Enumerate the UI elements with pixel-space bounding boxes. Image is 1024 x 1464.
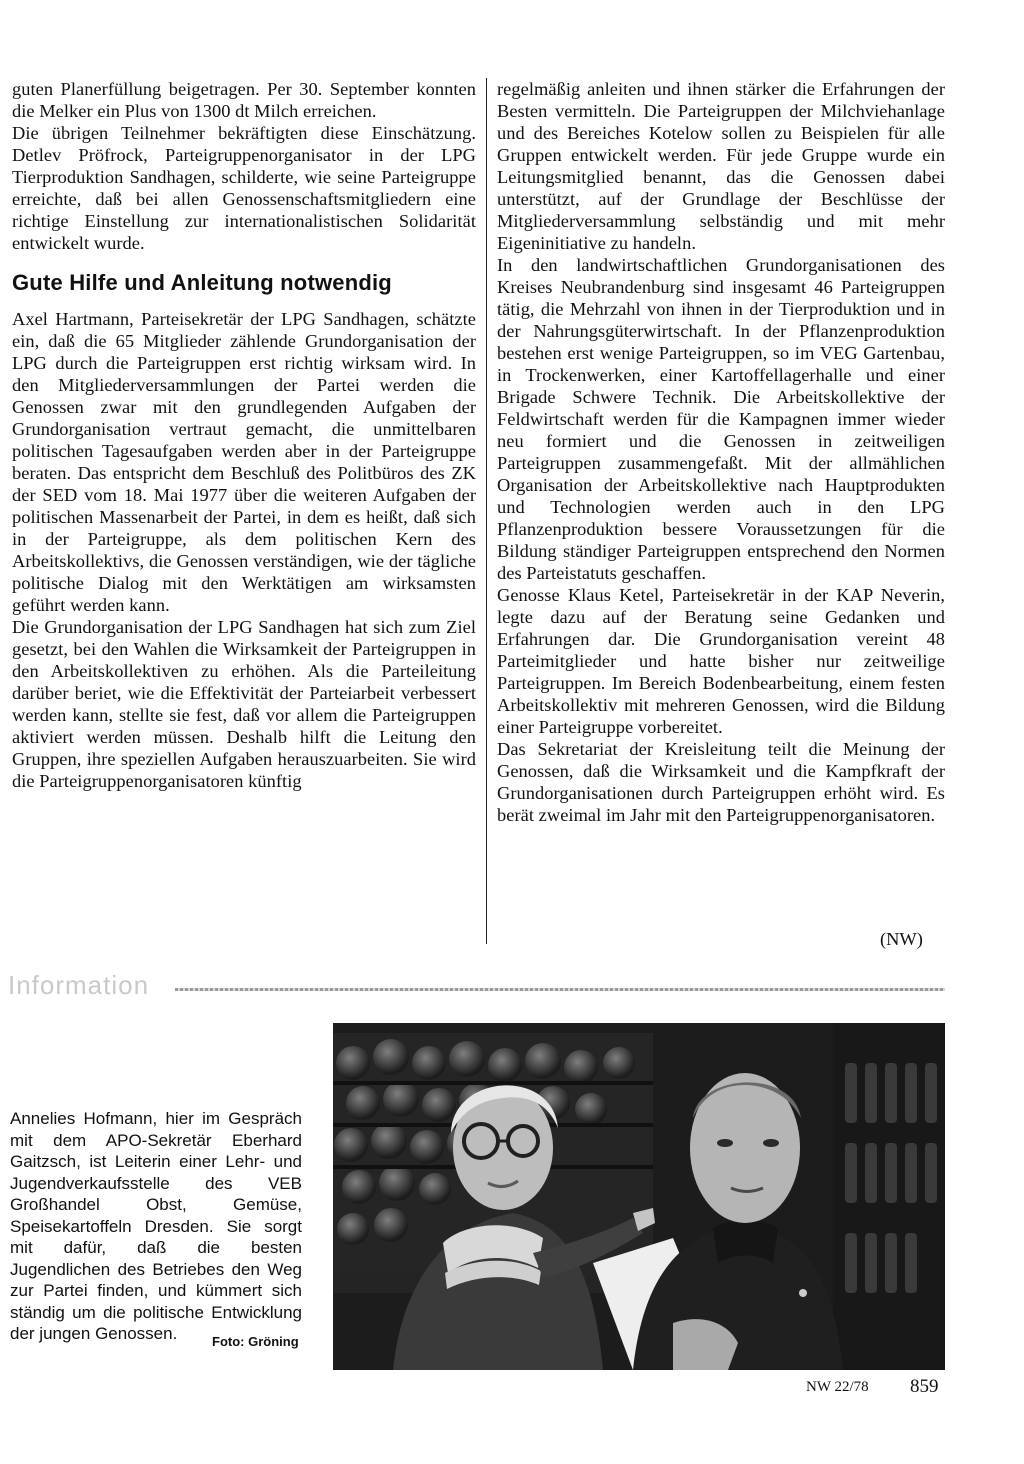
paragraph: guten Planerfüllung beigetragen. Per 30. September konnten die Melker ein Plus von 1300 dt Milch erreichen. xyxy=(12,79,476,121)
section-rule xyxy=(175,988,945,991)
paragraph: Genosse Klaus Ketel, Parteisekretär in der KAP Neverin, legte dazu auf der Beratung seine Gedanken und Erfahrungen dar. Die Grundorganisation vereint 48 Parteimitglieder und hatte bisher nur zeitweilige Parteigruppen. Im Bereich Bodenbearbeitung, einem festen Arbeitskollektiv mit mehreren Genossen, wird die Bildung einer Parteigruppe vorbereitet. xyxy=(497,585,945,737)
paragraph: regelmäßig anleiten und ihnen stärker die Erfahrungen der Besten vermitteln. Die Parteigruppen der Milchviehanlage und des Bereiches Kotelow sollen zu Beispielen für alle Gruppen entwickelt werden. Für jede Gruppe wurde ein Leitungsmitglied benannt, das die Genossen dabei unterstützt, auf der Grundlage der Beschlüsse der Mitgliederversammlung selbständig und mit mehr Eigeninitiative zu handeln. xyxy=(497,79,945,253)
photo-caption: Annelies Hofmann, hier im Gespräch mit dem APO-Sekretär Eberhard Gaitzsch, ist Leiterin einer Lehr- und Jugendverkaufsstelle des VEB Großhandel Obst, Gemüse, Speisekartoffeln Dresden. Sie sorgt mit dafür, daß die besten Jugendlichen des Betriebes den Weg zur Partei finden, und kümmert sich ständig um die politische Entwicklung der jungen Genossen. xyxy=(10,1109,302,1343)
paragraph: In den landwirtschaftlichen Grundorganisationen des Kreises Neubrandenburg sind insgesamt 46 Parteigruppen tätig, die Mehrzahl von ihnen in der Tierproduktion und in der Nahrungsgüterwirtschaft. In der Pflanzenproduktion bestehen erst wenige Parteigruppen, so im VEG Gartenbau, in Trockenwerken, einer Kartoffellagerhalle und einer Brigade Schwere Technik. Die Arbeitskollektive der Feldwirtschaft werden für die Kampagnen immer wieder neu formiert und die Genossen in zeitweiligen Parteigruppen zusammengefaßt. Mit der allmählichen Organisation der Arbeitskollektive nach Hauptprodukten und Technologien werden auch in den LPG Pflanzenproduktion bessere Voraussetzungen für die Bildung ständiger Parteigruppen entsprechend den Normen des Parteistatuts geschaffen. xyxy=(497,255,945,583)
issue-reference: NW 22/78 xyxy=(806,1379,869,1395)
paragraph: Das Sekretariat der Kreisleitung teilt die Meinung der Genossen, daß die Wirksamkeit und die Kampfkraft der Grundorganisationen durch Parteigruppen erhöht wird. Es berät zweimal im Jahr mit den Parteigruppenorganisatoren. xyxy=(497,739,945,825)
paragraph: Die Grundorganisation der LPG Sandhagen hat sich zum Ziel gesetzt, bei den Wahlen die Wirksamkeit der Parteigruppen in den Arbeitskollektiven zu erhöhen. Als die Parteileitung darüber beriet, wie die Effektivität der Parteiarbeit verbessert werden kann, stellte sie fest, daß vor allem die Parteigruppen aktiviert werden müssen. Deshalb hilft die Leitung den Gruppen, ihre speziellen Aufgaben herauszuarbeiten. Sie wird die Parteigruppenorganisatoren künftig xyxy=(12,617,476,791)
photo-illustration xyxy=(333,1023,945,1370)
right-column xyxy=(497,78,945,826)
news-photo xyxy=(333,1023,945,1370)
section-heading: Gute Hilfe und Anleitung notwendig xyxy=(12,270,392,295)
section-label: Information xyxy=(8,970,150,1000)
left-column xyxy=(12,78,476,792)
photo-credit: Foto: Gröning xyxy=(212,1334,299,1349)
paragraph: Die übrigen Teilnehmer bekräftigten diese Einschätzung. Detlev Pröfrock, Parteigruppenorganisator in der LPG Tierproduktion Sandhagen, schilderte, wie seine Parteigruppe erreichte, daß bei allen Genossenschaftsmitgliedern eine richtige Einstellung zur internationalistischen Solidarität entwickelt wurde. xyxy=(12,123,476,253)
paragraph: Axel Hartmann, Parteisekretär der LPG Sandhagen, schätzte ein, daß die 65 Mitglieder zählende Grundorganisation der LPG durch die Parteigruppen erst richtig wirksam wird. In den Mitgliederversammlungen der Partei werden die Genossen zwar mit den grundlegenden Aufgaben der Grundorganisation vertraut gemacht, die unmittelbaren politischen Tagesaufgaben werden aber in der Parteigruppe beraten. Das entspricht dem Beschluß des Politbüros des ZK der SED vom 18. Mai 1977 über die weiteren Aufgaben der politischen Massenarbeit der Partei, in dem es heißt, daß sich in der Parteigruppe, als dem politischen Kern des Arbeitskollektivs, die Genossen verständigen, wie der tägliche politische Dialog mit den Werktätigen am wirksamsten geführt werden kann. xyxy=(12,309,476,615)
column-divider xyxy=(486,78,487,944)
author-signature: (NW) xyxy=(880,929,923,949)
page-number: 859 xyxy=(910,1376,939,1397)
